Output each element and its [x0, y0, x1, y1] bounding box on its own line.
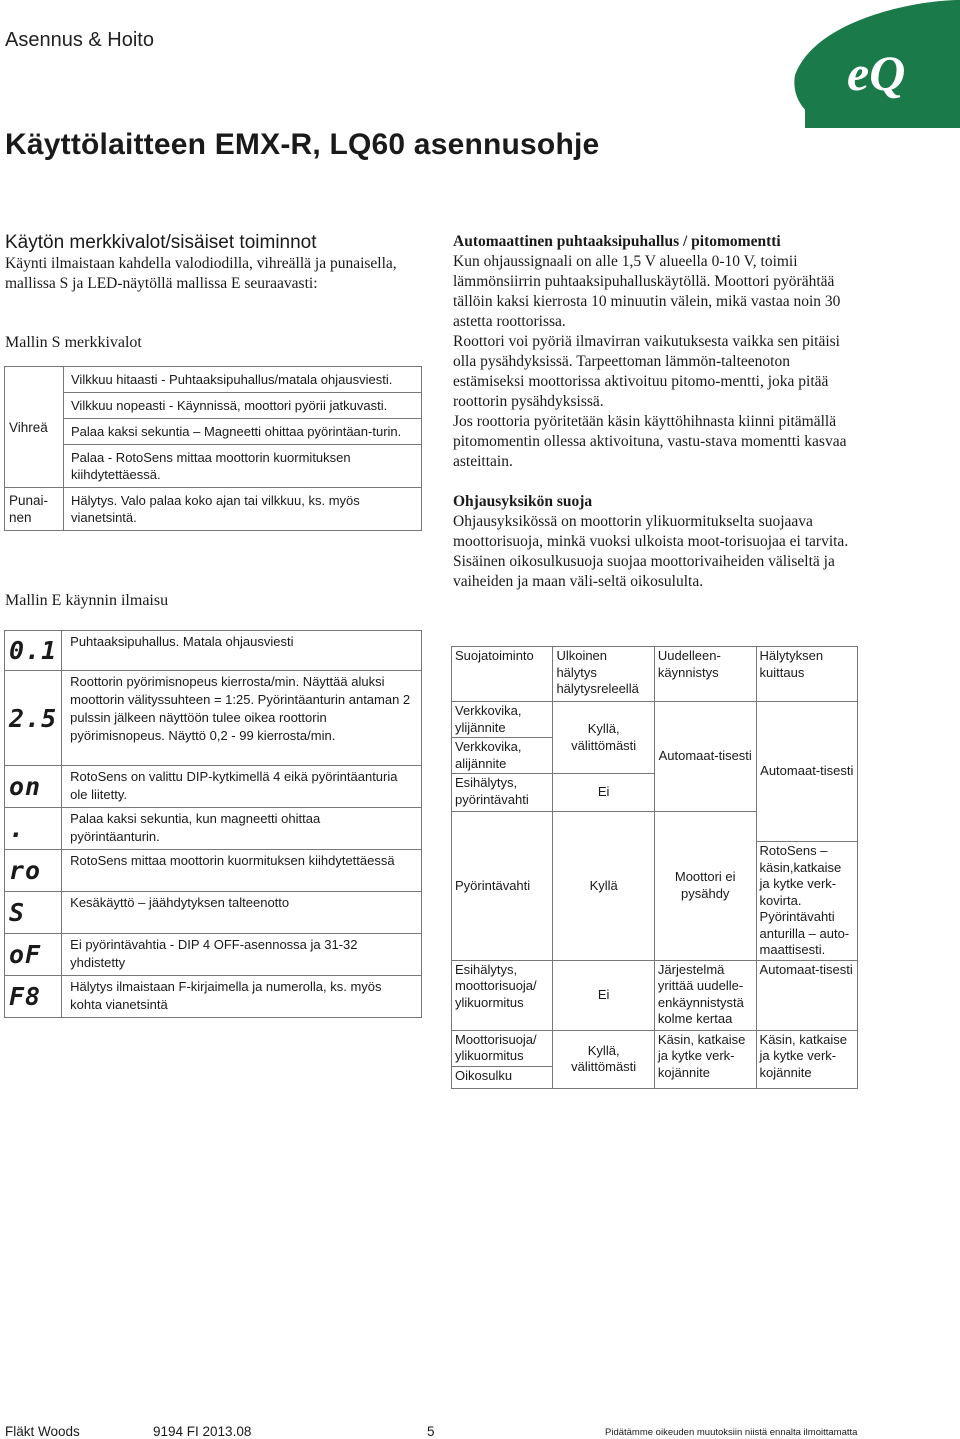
display-code: ro: [9, 856, 42, 885]
table-row: [5, 631, 422, 671]
footer-disclaimer: Pidätämme oikeuden muutoksiin niistä ennalta ilmoittamatta: [605, 1427, 858, 1438]
table-cell: Moottorisuoja/ ylikuormitus: [452, 1030, 553, 1066]
led-description: Palaa kaksi sekuntia – Magneetti ohittaa pyörintäan-turin.: [64, 419, 422, 445]
table-cell: Esihälytys, pyörintävahti: [452, 774, 553, 812]
led-color-green: Vihreä: [5, 367, 64, 488]
table-cell: Käsin, katkaise ja kytke verk-kojännite: [654, 1030, 756, 1088]
table-row: [5, 808, 422, 850]
table-row: [452, 1030, 858, 1066]
table-row: [5, 419, 422, 445]
protection-paragraph: Ohjausyksikössä on moottorin ylikuormitukselta suojaava moottorisuoja, minkä vuoksi ulkoista moot-torisuojaa ei tarvita. Sisäinen oikosulkusuoja suojaa moottorivaiheiden väliseltä ja vaiheiden ja maan väli-seltä oikosululta.: [453, 513, 849, 590]
column-header: Ulkoinen hälytys hälytysreleellä: [553, 647, 654, 702]
page-title: Käyttölaitteen EMX-R, LQ60 asennusohje: [5, 128, 600, 161]
table-row: [5, 671, 422, 766]
table-cell: Kyllä: [553, 812, 654, 961]
display-description: Roottorin pyörimisnopeus kierrosta/min. Näyttää aluksi moottorin välityssuhteen = 1:25. Pyörintäanturin antaman 2 pulssin jälkeen näyttöön tulee oikea roottorin pyörimisnopeus. Näyttö 0,2 - 99 kierrosta/min.: [62, 671, 422, 766]
table-row: [5, 393, 422, 419]
table-cell: Pyörintävahti: [452, 812, 553, 961]
footer-doc-reference: 9194 FI 2013.08: [153, 1424, 252, 1439]
table-cell: Kyllä, välittömästi: [553, 1030, 654, 1088]
right-column: [453, 232, 865, 592]
table-cell: Oikosulku: [452, 1066, 553, 1088]
led-description: Palaa - RotoSens mittaa moottorin kuormituksen kiihdytettäessä.: [64, 445, 422, 488]
model-s-led-table: [4, 366, 422, 531]
display-code: on: [9, 772, 42, 801]
display-code: S: [9, 898, 26, 927]
model-e-display-table: [4, 630, 422, 1018]
display-description: Hälytys ilmaistaan F-kirjaimella ja numerolla, ks. myös kohta vianetsintä: [62, 976, 422, 1018]
intro-paragraph: Käynti ilmaistaan kahdella valodiodilla, vihreällä ja punaisella, mallissa S ja LED-näytöllä mallissa E seuraavasti:: [5, 255, 397, 292]
table-row: [5, 367, 422, 393]
column-header: Hälytyksen kuittaus: [756, 647, 857, 702]
table-row: [452, 960, 858, 1030]
auto-cleaning-heading: Automaattinen puhtaaksipuhallus / pitomomentti: [453, 233, 781, 250]
table-cell: Moottori ei pysähdy: [654, 812, 756, 961]
table-row: [5, 976, 422, 1018]
manual-rotation-paragraph: Jos roottoria pyöritetään käsin käyttöhihnasta kiinni pitämällä pitomomentin ollessa aktivoituna, vastu-stava momentti kasvaa asteittain.: [453, 413, 847, 470]
section-heading: Käytön merkkivalot/sisäiset toiminnot: [5, 232, 317, 253]
footer-company: Fläkt Woods: [5, 1424, 80, 1439]
table-row: [5, 488, 422, 531]
display-description: Puhtaaksipuhallus. Matala ohjausviesti: [62, 631, 422, 671]
display-description: RotoSens mittaa moottorin kuormituksen kiihdytettäessä: [62, 850, 422, 892]
table-cell: Verkkovika, ylijännite: [452, 702, 553, 738]
protection-heading: Ohjausyksikön suoja: [453, 493, 593, 510]
display-code: 0.1: [9, 636, 58, 665]
led-description: Vilkkuu nopeasti - Käynnissä, moottori pyörii jatkuvasti.: [64, 393, 422, 419]
auto-cleaning-paragraph: Kun ohjaussignaali on alle 1,5 V alueella 0-10 V, toimii lämmönsiirrin puhtaaksipuhalluskäytöllä. Moottori pyörähtää tällöin kaksi kierrosta 10 minuutin välein, mikä vastaa noin 30 astetta roottorissa.: [453, 253, 841, 330]
model-s-title: Mallin S merkkivalot: [5, 334, 142, 351]
section-label: Asennus & Hoito: [5, 29, 154, 51]
model-e-title: Mallin E käynnin ilmaisu: [5, 592, 169, 609]
brand-logo: [735, 0, 960, 128]
table-cell: Automaat-tisesti: [756, 702, 857, 842]
led-description: Hälytys. Valo palaa koko ajan tai vilkkuu, ks. myös vianetsintä.: [64, 488, 422, 531]
led-color-red: Punai-nen: [5, 488, 64, 531]
table-cell: Automaat-tisesti: [654, 702, 756, 812]
table-row: [452, 702, 858, 738]
display-code: 2.5: [9, 703, 58, 733]
column-header: Uudelleen-käynnistys: [654, 647, 756, 702]
table-cell: Automaat-tisesti: [756, 960, 857, 1030]
table-row: [5, 892, 422, 934]
table-cell: Järjestelmä yrittää uudelle-enkäynnistystä kolme kertaa: [654, 960, 756, 1030]
table-cell: RotoSens – käsin,katkaise ja kytke verk-kovirta. Pyörintävahti anturilla – auto-maattisesti.: [756, 842, 857, 961]
display-description: RotoSens on valittu DIP-kytkimellä 4 eikä pyörintäanturia ole liitetty.: [62, 766, 422, 808]
holding-torque-paragraph: Roottori voi pyöriä ilmavirran vaikutuksesta vaikka sen pitäisi olla pysähdyksissä. Tarpeettoman lämmön-talteenoton estämiseksi moottorissa aktivoituu pitomo-mentti, joka pitää roottorin pysähdyksissä.: [453, 333, 840, 410]
display-code: .: [9, 814, 26, 843]
page-number: 5: [427, 1424, 435, 1439]
table-row: [5, 445, 422, 488]
table-row: [5, 934, 422, 976]
table-row: [5, 850, 422, 892]
display-description: Ei pyörintävahtia - DIP 4 OFF-asennossa ja 31-32 yhdistetty: [62, 934, 422, 976]
table-cell: Verkkovika, alijännite: [452, 738, 553, 774]
display-description: Kesäkäyttö – jäähdytyksen talteenotto: [62, 892, 422, 934]
display-code: oF: [9, 940, 42, 969]
display-description: Palaa kaksi sekuntia, kun magneetti ohittaa pyörintäanturin.: [62, 808, 422, 850]
table-cell: Ei: [553, 960, 654, 1030]
column-header: Suojatoiminto: [452, 647, 553, 702]
table-cell: Ei: [553, 774, 654, 812]
table-row: [5, 766, 422, 808]
logo-text: eQ: [847, 45, 906, 101]
table-cell: Käsin, katkaise ja kytke verk-kojännite: [756, 1030, 857, 1088]
display-code: F8: [9, 982, 42, 1011]
led-description: Vilkkuu hitaasti - Puhtaaksipuhallus/matala ohjausviesti.: [64, 367, 422, 393]
table-header-row: [452, 647, 858, 702]
table-cell: Kyllä, välittömästi: [553, 702, 654, 774]
protection-table: [451, 646, 858, 1089]
table-cell: Esihälytys, moottorisuoja/ ylikuormitus: [452, 960, 553, 1030]
